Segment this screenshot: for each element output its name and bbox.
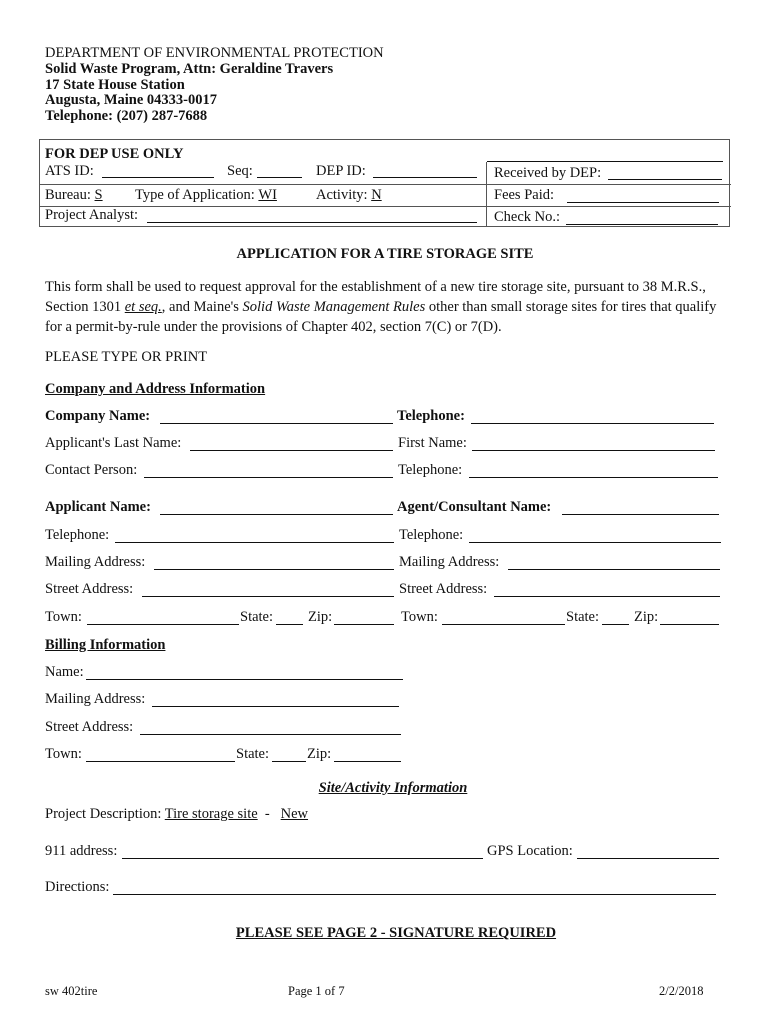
- company-name-field[interactable]: [160, 423, 393, 424]
- applicant-telephone-field[interactable]: [115, 542, 394, 543]
- gps-location-field[interactable]: [577, 858, 719, 859]
- intro-text-2: , and Maine's: [161, 299, 243, 315]
- contact-telephone-label: Telephone:: [398, 462, 463, 478]
- contact-telephone-field[interactable]: [469, 477, 718, 478]
- ats-id-field[interactable]: [102, 177, 214, 178]
- agent-street-field[interactable]: [494, 596, 720, 597]
- project-analyst-label: Project Analyst:: [45, 207, 139, 223]
- bureau-label: [45, 187, 103, 203]
- applicant-street-label: Street Address:: [45, 581, 134, 597]
- applicant-name-label: Applicant Name:: [45, 499, 151, 515]
- applicant-town-label: Town:: [45, 609, 82, 625]
- applicant-zip-field[interactable]: [334, 624, 394, 625]
- activity-value: N: [371, 187, 382, 203]
- department-name: DEPARTMENT OF ENVIRONMENTAL PROTECTION: [45, 45, 384, 61]
- project-description: [45, 806, 308, 822]
- applicant-mailing-label: Mailing Address:: [45, 554, 146, 570]
- intro-et-seq: et seq.: [124, 299, 162, 315]
- application-type-label: Type of Application:: [135, 187, 255, 203]
- billing-town-field[interactable]: [86, 761, 235, 762]
- contact-person-field[interactable]: [144, 477, 393, 478]
- applicant-mailing-field[interactable]: [154, 569, 394, 570]
- agent-telephone-label: Telephone:: [399, 527, 464, 543]
- check-no-field[interactable]: [566, 224, 718, 225]
- address-line-2: Augusta, Maine 04333-0017: [45, 92, 217, 108]
- billing-street-label: Street Address:: [45, 719, 134, 735]
- intro-text-3: other than small storage sites for tires that qualify for a permit-by-rule under the provisions of Chapter 402, section 7(C) or 7(D).: [45, 299, 717, 335]
- company-telephone-field[interactable]: [471, 423, 714, 424]
- agent-name-field[interactable]: [562, 514, 719, 515]
- activity: [316, 187, 382, 203]
- billing-zip-label: Zip:: [307, 746, 332, 762]
- please-type-notice: PLEASE TYPE OR PRINT: [45, 349, 208, 365]
- billing-name-field[interactable]: [86, 679, 403, 680]
- agent-zip-field[interactable]: [660, 624, 719, 625]
- company-name-label: Company Name:: [45, 408, 151, 424]
- billing-mailing-field[interactable]: [152, 706, 399, 707]
- agent-state-label: State:: [566, 609, 600, 625]
- applicant-name-field[interactable]: [160, 514, 393, 515]
- billing-mailing-label: Mailing Address:: [45, 691, 146, 707]
- project-description-value: Tire storage site: [164, 806, 258, 822]
- seq-label: Seq:: [227, 163, 253, 179]
- activity-label: Activity:: [316, 187, 368, 203]
- application-type-value: WI: [258, 187, 277, 203]
- agent-name-label: Agent/Consultant Name:: [397, 499, 552, 515]
- billing-street-field[interactable]: [140, 734, 401, 735]
- address-911-label: 911 address:: [45, 843, 118, 859]
- signature-required-notice: PLEASE SEE PAGE 2 - SIGNATURE REQUIRED: [235, 925, 557, 941]
- project-description-label: Project Description:: [45, 806, 162, 822]
- directions-label: Directions:: [45, 879, 110, 895]
- applicant-last-name-label: Applicant's Last Name:: [45, 435, 182, 451]
- bureau-label-text: Bureau:: [45, 187, 91, 203]
- intro-paragraph: [45, 277, 725, 337]
- footer-form-code: sw 402tire: [45, 984, 98, 998]
- billing-town-label: Town:: [45, 746, 82, 762]
- application-type: [135, 187, 277, 203]
- program-name: Solid Waste Program, Attn: Geraldine Travers: [45, 61, 334, 77]
- agent-mailing-label: Mailing Address:: [399, 554, 500, 570]
- contact-person-label: Contact Person:: [45, 462, 138, 478]
- agent-zip-label: Zip:: [634, 609, 659, 625]
- billing-name-label: Name:: [45, 664, 84, 680]
- received-by-dep-label: Received by DEP:: [494, 165, 602, 181]
- gps-location-label: GPS Location:: [487, 843, 573, 859]
- agent-mailing-field[interactable]: [508, 569, 720, 570]
- received-by-dep-field[interactable]: [608, 179, 722, 180]
- applicant-zip-label: Zip:: [308, 609, 333, 625]
- first-name-field[interactable]: [472, 450, 715, 451]
- intro-text-1: This form shall be used to request approval for the establishment of a new tire storage site, pursuant to 38 M.R.S., Section 1301: [45, 279, 706, 315]
- agency-telephone: Telephone: (207) 287-7688: [45, 108, 208, 124]
- seq-field[interactable]: [257, 177, 302, 178]
- form-title: APPLICATION FOR A TIRE STORAGE SITE: [236, 246, 534, 262]
- applicant-telephone-label: Telephone:: [45, 527, 110, 543]
- company-section-heading: Company and Address Information: [45, 381, 266, 397]
- applicant-state-label: State:: [240, 609, 274, 625]
- agent-street-label: Street Address:: [399, 581, 488, 597]
- check-no-label: Check No.:: [494, 209, 561, 225]
- company-telephone-label: Telephone:: [397, 408, 465, 424]
- billing-state-field[interactable]: [272, 761, 306, 762]
- directions-field[interactable]: [113, 894, 716, 895]
- billing-state-label: State:: [236, 746, 270, 762]
- project-status-value: New: [280, 806, 309, 822]
- project-analyst-field[interactable]: [147, 222, 477, 223]
- fees-paid-label: Fees Paid:: [494, 187, 555, 203]
- fees-paid-field[interactable]: [567, 202, 719, 203]
- applicant-town-field[interactable]: [87, 624, 239, 625]
- agent-telephone-field[interactable]: [469, 542, 721, 543]
- agent-town-label: Town:: [401, 609, 438, 625]
- billing-heading: Billing Information: [45, 637, 166, 653]
- site-activity-heading: Site/Activity Information: [318, 780, 468, 796]
- applicant-street-field[interactable]: [142, 596, 394, 597]
- project-description-dash: -: [264, 806, 270, 822]
- applicant-state-field[interactable]: [276, 624, 303, 625]
- billing-zip-field[interactable]: [334, 761, 401, 762]
- footer-page-number: Page 1 of 7: [288, 984, 345, 998]
- address-line-1: 17 State House Station: [45, 77, 185, 93]
- dep-box-title: FOR DEP USE ONLY: [45, 146, 184, 162]
- first-name-label: First Name:: [398, 435, 467, 451]
- ats-id-label: ATS ID:: [45, 163, 94, 179]
- bureau-value: S: [94, 187, 103, 203]
- intro-rules-title: Solid Waste Management Rules: [242, 299, 426, 315]
- footer-date: 2/2/2018: [659, 984, 704, 998]
- applicant-last-name-field[interactable]: [190, 450, 393, 451]
- dep-id-label: DEP ID:: [316, 163, 366, 179]
- received-top-rule: [487, 161, 723, 162]
- agent-state-field[interactable]: [602, 624, 629, 625]
- agent-town-field[interactable]: [442, 624, 565, 625]
- dep-id-field[interactable]: [373, 177, 477, 178]
- address-911-field[interactable]: [122, 858, 483, 859]
